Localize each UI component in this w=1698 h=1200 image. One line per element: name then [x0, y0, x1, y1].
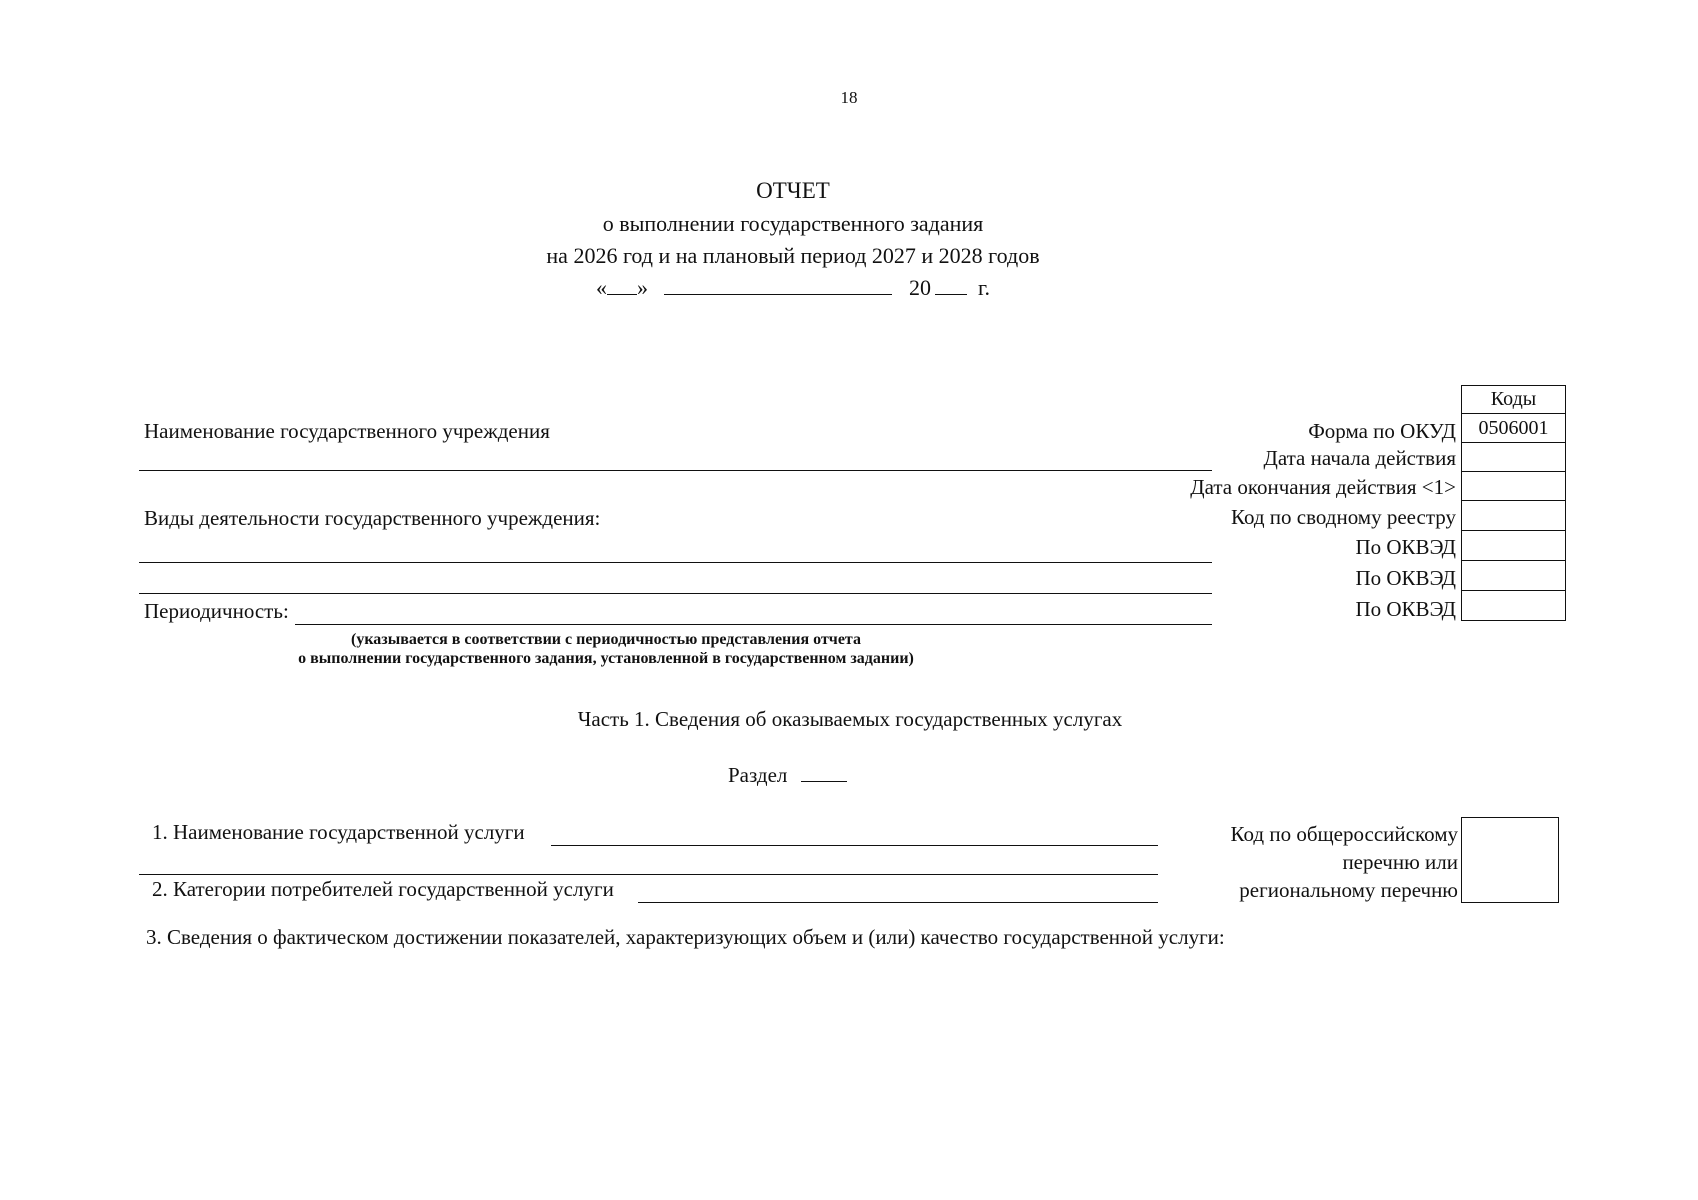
service-name-label: 1. Наименование государственной услуги [152, 820, 525, 844]
codes-value-registry[interactable] [1461, 500, 1566, 531]
periodicity-line[interactable] [295, 624, 1212, 625]
report-title: ОТЧЕТ [756, 178, 830, 203]
codes-label-start-date: Дата начала действия [1263, 446, 1456, 470]
codes-value-okved-3[interactable] [1461, 590, 1566, 621]
registry-code-label-3: региональному перечню [1239, 878, 1458, 902]
section-number-blank[interactable] [801, 763, 847, 782]
institution-name-label: Наименование государственного учреждения [144, 419, 550, 443]
service-name-line-2[interactable] [139, 874, 1158, 875]
indicators-heading: 3. Сведения о фактическом достижении показателей, характеризующих объем и (или) качество государственной услуги: [146, 925, 1225, 949]
registry-code-label-2: перечню или [1342, 850, 1458, 874]
section-label: Раздел [728, 763, 788, 787]
report-date-line [0, 275, 1586, 301]
consumer-categories-line[interactable] [638, 902, 1158, 903]
codes-value-okud[interactable]: 0506001 [1461, 413, 1566, 443]
activity-types-line-1[interactable] [139, 562, 1212, 563]
codes-label-registry: Код по сводному реестру [1231, 505, 1456, 529]
periodicity-label: Периодичность: [144, 599, 289, 623]
page-number: 18 [840, 88, 858, 107]
periodicity-note-2: о выполнении государственного задания, установленной в государственном задании) [298, 650, 914, 667]
date-suffix: г. [977, 275, 991, 300]
date-year-blank[interactable] [935, 276, 967, 295]
date-open-quote: « [595, 275, 607, 300]
service-name-line[interactable] [551, 845, 1158, 846]
codes-label-okved-3: По ОКВЭД [1355, 597, 1456, 621]
report-subtitle-1: о выполнении государственного задания [602, 211, 984, 236]
codes-value-okved-1[interactable] [1461, 530, 1566, 561]
codes-value-okved-2[interactable] [1461, 560, 1566, 591]
activity-types-line-2[interactable] [139, 593, 1212, 594]
codes-header: Коды [1461, 385, 1566, 414]
registry-code-label-1: Код по общероссийскому [1230, 822, 1458, 846]
codes-value-end-date[interactable] [1461, 471, 1566, 501]
codes-label-okud: Форма по ОКУД [1308, 419, 1456, 443]
registry-code-box[interactable] [1461, 817, 1559, 903]
report-subtitle-2: на 2026 год и на плановый период 2027 и 2028 годов [546, 243, 1040, 268]
consumer-categories-label: 2. Категории потребителей государственной услуги [152, 877, 614, 901]
codes-label-end-date: Дата окончания действия <1> [1190, 475, 1456, 499]
date-month-blank[interactable] [664, 276, 892, 295]
section-label-row [728, 763, 847, 788]
part1-title: Часть 1. Сведения об оказываемых государственных услугах [577, 707, 1123, 731]
codes-label-okved-2: По ОКВЭД [1355, 566, 1456, 590]
periodicity-note-1: (указывается в соответствии с периодичностью представления отчета [351, 631, 861, 648]
date-close-quote: » [636, 275, 648, 300]
codes-value-start-date[interactable] [1461, 442, 1566, 472]
date-year-prefix: 20 [908, 275, 931, 300]
institution-name-line[interactable] [139, 470, 1212, 471]
date-day-blank[interactable] [607, 276, 637, 295]
codes-label-okved-1: По ОКВЭД [1355, 535, 1456, 559]
activity-types-label: Виды деятельности государственного учреждения: [144, 506, 601, 530]
registry-code-label [1231, 820, 1458, 904]
